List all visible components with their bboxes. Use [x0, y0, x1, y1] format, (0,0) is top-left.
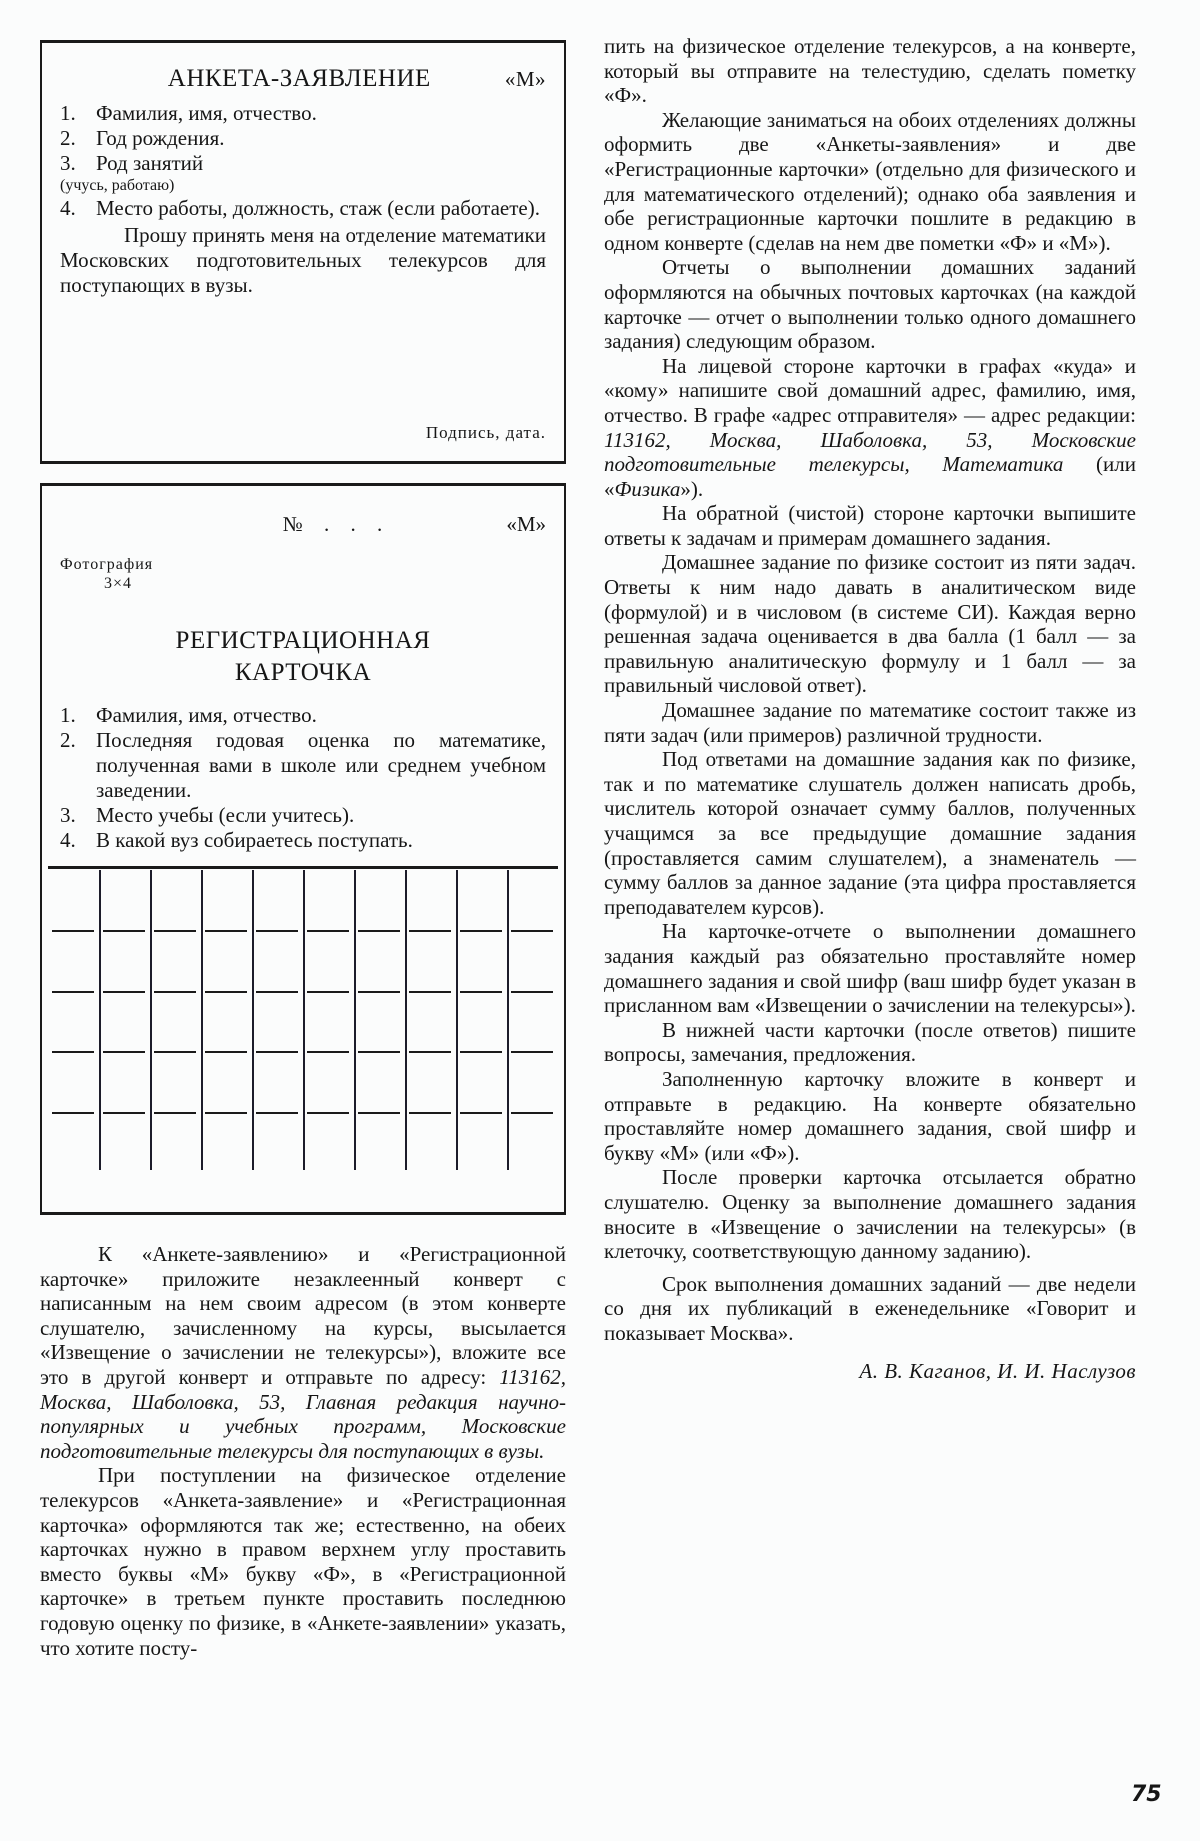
title-line: РЕГИСТРАЦИОННАЯ	[175, 627, 431, 654]
grid-cell-divider	[409, 1051, 451, 1053]
grid-column-line	[456, 870, 458, 1170]
grid-column-line	[405, 870, 407, 1170]
grid-cell-divider	[460, 930, 502, 932]
grid-column-line	[150, 870, 152, 1170]
registration-card-fields	[60, 703, 546, 853]
signature-date-label: Подпись, дата.	[425, 423, 546, 442]
application-form-mark: «М»	[504, 67, 546, 91]
mailing-address: 113162, Москва, Шаболовка, 53, Главная редакция научно-популярных и учебных программ, Московские подготовительные телекурсы для поступающих в вузы.	[40, 1364, 566, 1463]
photo-placeholder	[60, 555, 546, 593]
paragraph: На обратной (чистой) стороне карточки выпишите ответы к задачам и примерам домашнего задания.	[604, 501, 1136, 550]
paragraph: После проверки карточка отсылается обратно слушателю. Оценку за выполнение домашнего задания вносите в «Извещение о зачислении на телекурсы» (в клеточку, соответствующую данному заданию).	[604, 1165, 1136, 1264]
grid-cell-divider	[103, 1112, 145, 1114]
grid-cell-divider	[103, 930, 145, 932]
paragraph	[604, 354, 1136, 502]
grid-cell-divider	[358, 991, 400, 993]
grid-cell-divider	[205, 991, 247, 993]
grid-column-line	[201, 870, 203, 1170]
grid-cell-divider	[460, 1051, 502, 1053]
grid-cell-divider	[52, 991, 94, 993]
grid-cell-divider	[358, 930, 400, 932]
field-label: Род занятий	[96, 151, 204, 175]
paragraph: Отчеты о выполнении домашних заданий оформляются на обычных почтовых карточках (на каждой карточке — отчет о выполнении только одного домашнего задания) следующим образом.	[604, 255, 1136, 354]
application-form-title: АНКЕТА-ЗАЯВЛЕНИЕ	[167, 65, 431, 92]
field-number: 3.	[60, 803, 76, 827]
field-label: В какой вуз собираетесь поступать.	[96, 828, 413, 852]
registration-card-title	[60, 625, 546, 689]
grid-cell-divider	[205, 930, 247, 932]
authors-signature: А. В. Каганов, И. И. Наслузов	[859, 1359, 1136, 1384]
application-request-text: Прошу принять меня на отделение математики Московских подготовительных телекурсов для поступающих в вузы.	[60, 223, 546, 297]
paragraph-text: На лицевой стороне карточки в графах «куда» и «кому» напишите свой домашний адрес, фамилию, имя, отчество. В графе «адрес отправителя» — адрес редакции:	[604, 353, 1136, 427]
grid-cell-divider	[409, 1112, 451, 1114]
grid-cell-divider	[460, 1112, 502, 1114]
application-form-header	[60, 65, 546, 93]
field-label: Место работы, должность, стаж (если работаете).	[96, 196, 540, 220]
grid-column-line	[99, 870, 101, 1170]
grid-cell-divider	[256, 991, 298, 993]
paragraph-text: »).	[680, 476, 704, 501]
left-body-text	[40, 1242, 566, 1660]
field-note: (учусь, работаю)	[60, 177, 175, 194]
paragraph: Заполненную карточку вложите в конверт и отправьте в редакцию. На конверте обязательно проставляйте номер домашнего задания, свой шифр и букву «М» (или «Ф»).	[604, 1066, 1136, 1165]
grid-cell-divider	[154, 930, 196, 932]
field-label: Последняя годовая оценка по математике, полученная вами в школе или среднем учебном заведении.	[96, 728, 546, 802]
grid-cell-divider	[358, 1051, 400, 1053]
title-line: КАРТОЧКА	[234, 659, 372, 686]
grid-cell-divider	[511, 1051, 553, 1053]
field-number: 3.	[60, 151, 76, 175]
paragraph: Домашнее задание по физике состоит из пяти задач. Ответы к ним надо давать в аналитическом виде (формулой) и в числовом (в системе СИ). Каждая верно решенная задача оценивается в два балла (1 балл — за правильную аналитическую формулу и 1 балл — за правильный числовой ответ).	[604, 550, 1136, 698]
grid-cell-divider	[52, 1112, 94, 1114]
field-number: 2.	[60, 728, 76, 752]
form-field-item	[60, 196, 546, 221]
field-label: Место учебы (если учитесь).	[96, 803, 355, 827]
registration-card	[40, 483, 566, 1215]
grid-cell-divider	[511, 1112, 553, 1114]
grid-cell-divider	[154, 1051, 196, 1053]
grid-cell-divider	[103, 991, 145, 993]
field-label: Фамилия, имя, отчество.	[96, 703, 317, 727]
grid-cell-divider	[256, 930, 298, 932]
grid-cell-divider	[154, 991, 196, 993]
grid-cell-divider	[409, 991, 451, 993]
grid-cell-divider	[205, 1112, 247, 1114]
grid-cell-divider	[358, 1112, 400, 1114]
grid-cell-divider	[307, 930, 349, 932]
form-field-item	[60, 803, 546, 828]
grid-cell-divider	[256, 1112, 298, 1114]
photo-size: 3×4	[104, 575, 133, 592]
grid-cell-divider	[307, 1051, 349, 1053]
field-number: 1.	[60, 101, 76, 125]
grid-cell-divider	[307, 991, 349, 993]
grid-cell-divider	[409, 930, 451, 932]
grid-cell-divider	[511, 930, 553, 932]
field-number: 2.	[60, 126, 76, 150]
grid-cell-divider	[52, 1051, 94, 1053]
right-column	[604, 34, 1136, 1384]
paragraph: В нижней части карточки (после ответов) пишите вопросы, замечания, предложения.	[604, 1017, 1136, 1067]
field-label: Год рождения.	[96, 126, 225, 150]
grid-cell-divider	[511, 991, 553, 993]
grid-cell-divider	[307, 1112, 349, 1114]
page-number: 75	[1131, 1782, 1162, 1807]
grid-column-line	[252, 870, 254, 1170]
grid-cell-divider	[460, 991, 502, 993]
paragraph: При поступлении на физическое отделение телекурсов «Анкета-заявление» и «Регистрационная карточка» оформляются так же; естественно, на обеих карточках нужно в правом верхнем углу проставить вместо буквы «М» букву «Ф», в «Регистрационной карточке» в третьем пункте проставить последнюю годовую оценку по физике, в «Анкете-заявлении» указать, что хотите посту-	[40, 1463, 566, 1660]
paragraph: Под ответами на домашние задания как по физике, так и по математике слушатель должен написать дробь, числитель которой означает сумму баллов, полученных учащимся за все предыдущие домашние задания (проставляется самим слушателем), а знаменатель — сумму баллов за данное задание (эта цифра проставляется преподавателем курсов).	[604, 747, 1136, 919]
field-number: 4.	[60, 828, 76, 852]
paragraph: Срок выполнения домашних заданий — две недели со дня их публикаций в еженедельнике «Говорит и показывает Москва».	[604, 1271, 1136, 1345]
physics-label: Физика	[614, 476, 681, 501]
grid-column-line	[354, 870, 356, 1170]
grid-column-line	[507, 870, 509, 1170]
application-form-fields	[60, 101, 546, 221]
field-number: 4.	[60, 196, 76, 220]
form-field-item	[60, 703, 546, 728]
form-field-item	[60, 828, 546, 853]
grid-cell-divider	[52, 930, 94, 932]
application-form	[40, 40, 566, 464]
grid-cell-divider	[154, 1112, 196, 1114]
score-grid	[48, 866, 558, 1172]
grid-cell-divider	[205, 1051, 247, 1053]
form-field-item	[60, 101, 546, 126]
registration-card-header	[60, 512, 546, 537]
grid-column-line	[303, 870, 305, 1170]
paragraph: Домашнее задание по математике состоит также из пяти задач (или примеров) различной трудности.	[604, 698, 1136, 747]
field-label: Фамилия, имя, отчество.	[96, 101, 317, 125]
paragraph-text: (или «	[604, 452, 1137, 501]
grid-top-rule	[48, 866, 558, 869]
left-column	[40, 40, 566, 1215]
paragraph	[40, 1242, 566, 1463]
grid-cell-divider	[256, 1051, 298, 1053]
paragraph: Желающие заниматься на обоих отделениях должны оформить две «Анкеты-заявления» и две «Регистрационные карточки» (отдельно для физического и для математического отделений); однако оба заявления и обе регистрационные карточки пошлите в редакцию в одном конверте (сделав на нем две пометки «Ф» и «М»).	[604, 107, 1136, 255]
editorial-address: 113162, Москва, Шаболовка, 53, Московские подготовительные телекурсы, Математика	[604, 427, 1136, 477]
paragraph: пить на физическое отделение телекурсов, а на конверте, который вы отправите на телестудию, сделать пометку «Ф».	[604, 34, 1136, 108]
form-field-item	[60, 151, 546, 176]
form-field-item	[60, 728, 546, 803]
paragraph-text: К «Анкете-заявлению» и «Регистрационной карточке» приложите незаклеенный конверт с написанным на нем своим адресом (в этом конверте слушателю, зачисленному на курсы, высылается «Извещение о зачислении не телекурсы»), вложите все это в другой конверт и отправьте по адресу:	[40, 1242, 566, 1389]
card-number-label: № . . .	[282, 512, 391, 536]
photo-label: Фотография	[60, 556, 154, 573]
field-number: 1.	[60, 703, 76, 727]
form-field-item	[60, 126, 546, 151]
paragraph: На карточке-отчете о выполнении домашнего задания каждый раз обязательно проставляйте номер домашнего задания и свой шифр (ваш шифр будет указан в присланном вам «Извещении о зачислении на телекурсы»).	[604, 919, 1136, 1018]
registration-card-mark: «М»	[506, 512, 546, 536]
grid-cell-divider	[103, 1051, 145, 1053]
